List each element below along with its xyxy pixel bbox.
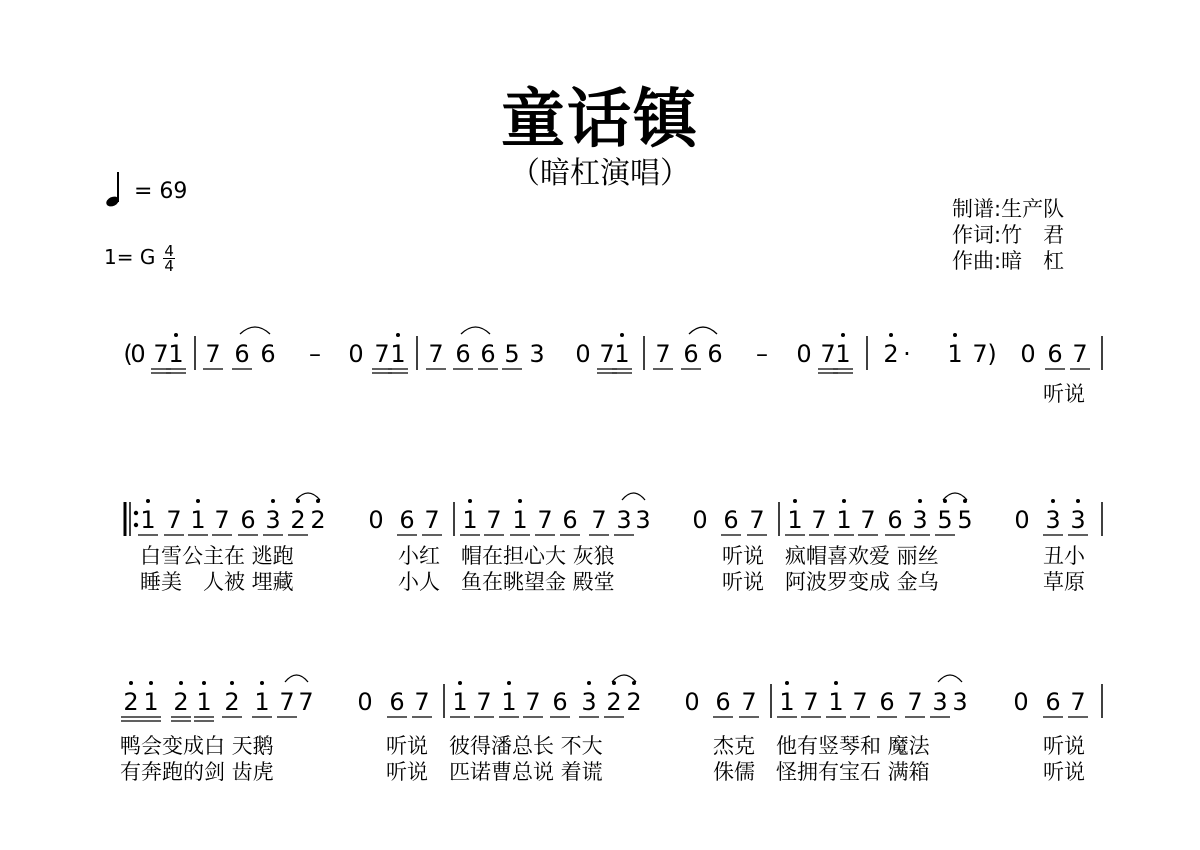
note-1: 1: [512, 506, 528, 534]
note-7: 7: [972, 340, 988, 368]
note-·: ·: [903, 340, 911, 368]
note-1: 1: [140, 506, 156, 534]
note-1: 1: [614, 340, 630, 368]
note-6: 6: [480, 340, 496, 368]
note-3: 3: [635, 506, 651, 534]
note-2: 2: [606, 688, 622, 716]
note-6: 6: [389, 688, 405, 716]
note-1: 1: [501, 688, 517, 716]
note-0: 0: [796, 340, 812, 368]
time-signature: [163, 244, 175, 273]
score-title: 童话镇: [501, 83, 699, 157]
score-subtitle: （暗杠演唱）: [510, 156, 690, 191]
repeat-dot: [134, 511, 138, 515]
note-7: 7: [591, 506, 607, 534]
credit-role: 作词:: [952, 223, 1002, 247]
lyric-line-1: 小红 帽在担心大 灰狼: [398, 544, 615, 568]
note-7: 7: [166, 506, 182, 534]
note-6: 6: [240, 506, 256, 534]
note-0: 0: [348, 340, 364, 368]
note-1: 1: [462, 506, 478, 534]
octave-dot: [202, 681, 206, 685]
note-0: 0: [130, 340, 146, 368]
note-2: 2: [224, 688, 240, 716]
note-0: 0: [692, 506, 708, 534]
octave-dot: [841, 333, 845, 337]
note-6: 6: [1047, 340, 1063, 368]
octave-dot: [129, 681, 133, 685]
note-6: 6: [1045, 688, 1061, 716]
note-7: 7: [599, 340, 615, 368]
octave-dot: [889, 333, 893, 337]
note-1: 1: [779, 688, 795, 716]
octave-dot: [230, 681, 234, 685]
note-6: 6: [455, 340, 471, 368]
lyric-line-2: 听说 阿波罗变成 金乌: [722, 570, 939, 594]
note-0: 0: [575, 340, 591, 368]
repeat-dot: [134, 523, 138, 527]
lyric-line-1: 听说 疯帽喜欢爱 丽丝: [722, 544, 939, 568]
note-7: 7: [907, 688, 923, 716]
octave-dot: [1076, 499, 1080, 503]
note-): ): [987, 340, 997, 368]
note-3: 3: [952, 688, 968, 716]
note-3: 3: [265, 506, 281, 534]
note-5: 5: [504, 340, 520, 368]
note-–: –: [756, 340, 768, 368]
lyric-line-2: 听说: [1043, 760, 1085, 784]
credit-composer: [952, 248, 1064, 274]
note-1: 1: [787, 506, 803, 534]
note-7: 7: [414, 688, 430, 716]
note-6: 6: [562, 506, 578, 534]
note-6: 6: [723, 506, 739, 534]
lyric-line-1: 听说 彼得潘总长 不大: [386, 734, 603, 758]
credit-arranger: [952, 196, 1064, 222]
tempo-marking: [104, 172, 187, 206]
tie-arc: [943, 493, 967, 500]
note-1: 1: [390, 340, 406, 368]
note-2: 2: [883, 340, 899, 368]
note-6: 6: [552, 688, 568, 716]
note-6: 6: [683, 340, 699, 368]
time-signature-bottom: 4: [164, 257, 174, 275]
octave-dot: [468, 499, 472, 503]
note-5: 5: [957, 506, 973, 534]
note-7: 7: [811, 506, 827, 534]
key-label: 1= G: [104, 245, 156, 269]
tie-arc: [622, 493, 645, 500]
note-7: 7: [820, 340, 836, 368]
octave-dot: [146, 499, 150, 503]
note-0: 0: [684, 688, 700, 716]
note-7: 7: [803, 688, 819, 716]
note-7: 7: [153, 340, 169, 368]
credit-role: 制谱:: [952, 197, 1002, 221]
note-7: 7: [860, 506, 876, 534]
note-7: 7: [1072, 340, 1088, 368]
credit-role: 作曲:: [952, 249, 1002, 273]
score-row-intro: [0, 320, 1200, 390]
octave-dot: [271, 499, 275, 503]
note-0: 0: [1013, 688, 1029, 716]
lyric-line-1: 鸭会变成白 天鹅: [120, 734, 274, 758]
note-1: 1: [452, 688, 468, 716]
note-6: 6: [260, 340, 276, 368]
lyric-line-2: 睡美 人被 埋藏: [140, 570, 294, 594]
octave-dot: [842, 499, 846, 503]
tempo-value: = 69: [134, 179, 188, 204]
note-0: 0: [357, 688, 373, 716]
note-7: 7: [374, 340, 390, 368]
note-7: 7: [749, 506, 765, 534]
tie-arc: [612, 675, 636, 682]
note-1: 1: [836, 506, 852, 534]
note-7: 7: [279, 688, 295, 716]
note-3: 3: [1045, 506, 1061, 534]
note-6: 6: [234, 340, 250, 368]
lyric-line-1: 白雪公主在 逃跑: [140, 544, 294, 568]
credit-name: 暗 杠: [1001, 249, 1065, 273]
note-1: 1: [835, 340, 851, 368]
note-0: 0: [1014, 506, 1030, 534]
tie-arc: [938, 675, 962, 682]
octave-dot: [587, 681, 591, 685]
note-1: 1: [947, 340, 963, 368]
octave-dot: [953, 333, 957, 337]
note-3: 3: [616, 506, 632, 534]
note-3: 3: [581, 688, 597, 716]
tie-arc: [296, 493, 320, 500]
credit-name: 竹 君: [1001, 223, 1065, 247]
note-7: 7: [486, 506, 502, 534]
time-signature-top: 4: [164, 242, 174, 260]
note-7: 7: [428, 340, 444, 368]
note-7: 7: [525, 688, 541, 716]
note-7: 7: [655, 340, 671, 368]
lyric-line-2: 草原: [1043, 570, 1085, 594]
octave-dot: [196, 499, 200, 503]
note-2: 2: [173, 688, 189, 716]
note-7: 7: [298, 688, 314, 716]
note-7: 7: [214, 506, 230, 534]
lyric-line-2: 有奔跑的剑 齿虎: [120, 760, 274, 784]
octave-dot: [834, 681, 838, 685]
lyric-line-1: 丑小: [1043, 544, 1085, 568]
note-6: 6: [887, 506, 903, 534]
note-–: –: [309, 340, 321, 368]
octave-dot: [458, 681, 462, 685]
tie-arc: [240, 327, 270, 334]
note-1: 1: [196, 688, 212, 716]
lyric-line-2: 听说 匹诺曹总说 着谎: [386, 760, 603, 784]
note-7: 7: [424, 506, 440, 534]
tie-arc: [285, 675, 308, 682]
quarter-note-icon: [104, 172, 126, 206]
note-7: 7: [741, 688, 757, 716]
octave-dot: [507, 681, 511, 685]
note-6: 6: [707, 340, 723, 368]
lyric-line-2: 侏儒 怪拥有宝石 满箱: [713, 760, 930, 784]
tie-arc: [689, 327, 717, 334]
lyric-line-1: 听说: [1043, 382, 1085, 406]
octave-dot: [396, 333, 400, 337]
note-3: 3: [912, 506, 928, 534]
note-1: 1: [168, 340, 184, 368]
octave-dot: [179, 681, 183, 685]
note-1: 1: [828, 688, 844, 716]
note-0: 0: [1020, 340, 1036, 368]
key-signature: [104, 244, 175, 273]
lyric-line-1: 听说: [1043, 734, 1085, 758]
score-row-verse-2: [0, 668, 1200, 738]
octave-dot: [918, 499, 922, 503]
lyric-line-2: 小人 鱼在眺望金 殿堂: [398, 570, 615, 594]
octave-dot: [260, 681, 264, 685]
octave-dot: [149, 681, 153, 685]
note-3: 3: [932, 688, 948, 716]
octave-dot: [620, 333, 624, 337]
octave-dot: [518, 499, 522, 503]
tie-arc: [461, 327, 490, 334]
note-0: 0: [368, 506, 384, 534]
note-3: 3: [1070, 506, 1086, 534]
note-7: 7: [852, 688, 868, 716]
octave-dot: [1051, 499, 1055, 503]
note-7: 7: [205, 340, 221, 368]
note-7: 7: [537, 506, 553, 534]
octave-dot: [793, 499, 797, 503]
note-1: 1: [143, 688, 159, 716]
note-6: 6: [399, 506, 415, 534]
lyric-line-1: 杰克 他有竖琴和 魔法: [713, 734, 930, 758]
note-(: (: [123, 340, 133, 368]
note-5: 5: [937, 506, 953, 534]
note-6: 6: [715, 688, 731, 716]
octave-dot: [174, 333, 178, 337]
note-7: 7: [1070, 688, 1086, 716]
credit-lyricist: [952, 222, 1064, 248]
note-2: 2: [310, 506, 326, 534]
credits: [952, 196, 1064, 274]
note-1: 1: [190, 506, 206, 534]
note-2: 2: [123, 688, 139, 716]
note-7: 7: [476, 688, 492, 716]
octave-dot: [785, 681, 789, 685]
note-3: 3: [529, 340, 545, 368]
note-1: 1: [254, 688, 270, 716]
note-6: 6: [879, 688, 895, 716]
note-2: 2: [290, 506, 306, 534]
note-2: 2: [626, 688, 642, 716]
credit-name: 生产队: [1001, 197, 1065, 221]
